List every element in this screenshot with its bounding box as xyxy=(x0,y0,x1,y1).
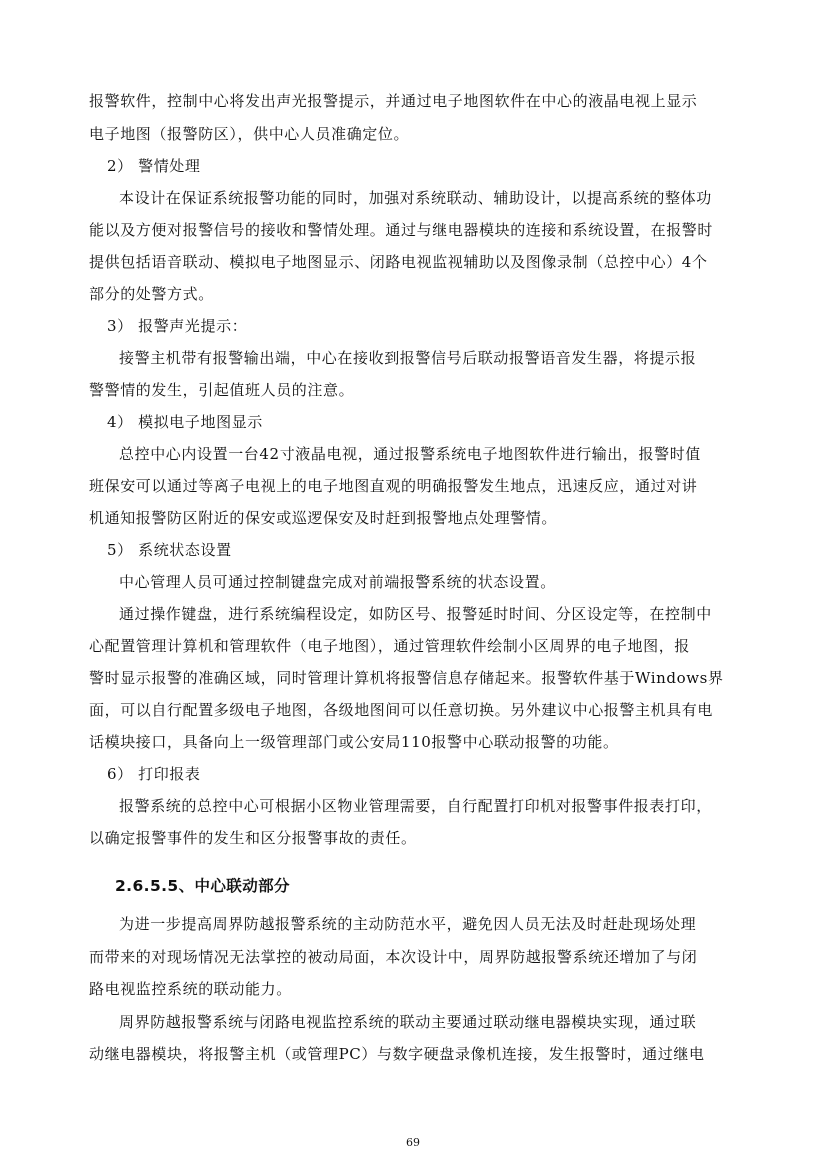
list-item-heading: 2） 警情处理 xyxy=(107,157,201,175)
body-line: 话模块接口，具备向上一级管理部门或公安局110报警中心联动报警的功能。 xyxy=(89,733,619,751)
body-line: 部分的处警方式。 xyxy=(89,285,214,303)
body-line: 本设计在保证系统报警功能的同时，加强对系统联动、辅助设计，以提高系统的整体功 xyxy=(119,189,712,207)
page-number: 69 xyxy=(406,1136,420,1149)
body-line: 心配置管理计算机和管理软件（电子地图），通过管理软件绘制小区周界的电子地图，报 xyxy=(89,637,690,655)
section-heading: 2.6.5.5、中心联动部分 xyxy=(115,877,290,895)
body-line: 提供包括语音联动、模拟电子地图显示、闭路电视监视辅助以及图像录制（总控中心）4个 xyxy=(89,253,708,271)
body-line: 总控中心内设置一台42寸液晶电视，通过报警系统电子地图软件进行输出，报警时值 xyxy=(119,445,701,463)
body-line: 为进一步提高周界防越报警系统的主动防范水平，避免因人员无法及时赶赴现场处理 xyxy=(119,915,697,933)
body-line: 中心管理人员可通过控制键盘完成对前端报警系统的状态设置。 xyxy=(119,573,556,591)
body-line: 而带来的对现场情况无法掌控的被动局面，本次设计中，周界防越报警系统还增加了与闭 xyxy=(89,948,698,966)
body-line: 接警主机带有报警输出端，中心在接收到报警信号后联动报警语音发生器，将提示报 xyxy=(119,349,697,367)
body-line: 以确定报警事件的发生和区分报警事故的责任。 xyxy=(89,829,417,847)
body-line: 机通知报警防区附近的保安或巡逻保安及时赶到报警地点处理警情。 xyxy=(89,509,558,527)
body-line: 面，可以自行配置多级电子地图，各级地图间可以任意切换。另外建议中心报警主机具有电 xyxy=(89,701,714,719)
body-line: 周界防越报警系统与闭路电视监控系统的联动主要通过联动继电器模块实现，通过联 xyxy=(119,1013,697,1031)
body-line: 报警系统的总控中心可根据小区物业管理需要，自行配置打印机对报警事件报表打印， xyxy=(119,797,712,815)
body-line: 路电视监控系统的联动能力。 xyxy=(89,980,292,998)
list-item-heading: 5） 系统状态设置 xyxy=(107,541,232,559)
body-line: 动继电器模块，将报警主机（或管理PC）与数字硬盘录像机连接，发生报警时，通过继电 xyxy=(89,1045,705,1063)
body-line: 通过操作键盘，进行系统编程设定，如防区号、报警延时时间、分区设定等，在控制中 xyxy=(119,605,712,623)
body-line: 电子地图（报警防区），供中心人员准确定位。 xyxy=(89,125,410,143)
list-item-heading: 3） 报警声光提示： xyxy=(107,317,248,335)
list-item-heading: 4） 模拟电子地图显示 xyxy=(107,413,263,431)
body-line: 班保安可以通过等离子电视上的电子地图直观的明确报警发生地点，迅速反应，通过对讲 xyxy=(89,477,698,495)
body-line: 警时显示报警的准确区域，同时管理计算机将报警信息存储起来。报警软件基于Windows界 xyxy=(89,669,724,687)
body-line: 报警软件，控制中心将发出声光报警提示，并通过电子地图软件在中心的液晶电视上显示 xyxy=(89,92,698,110)
list-item-heading: 6） 打印报表 xyxy=(107,765,201,783)
body-line: 能以及方便对报警信号的接收和警情处理。通过与继电器模块的连接和系统设置，在报警时 xyxy=(89,221,714,239)
body-line: 警警情的发生，引起值班人员的注意。 xyxy=(89,381,355,399)
